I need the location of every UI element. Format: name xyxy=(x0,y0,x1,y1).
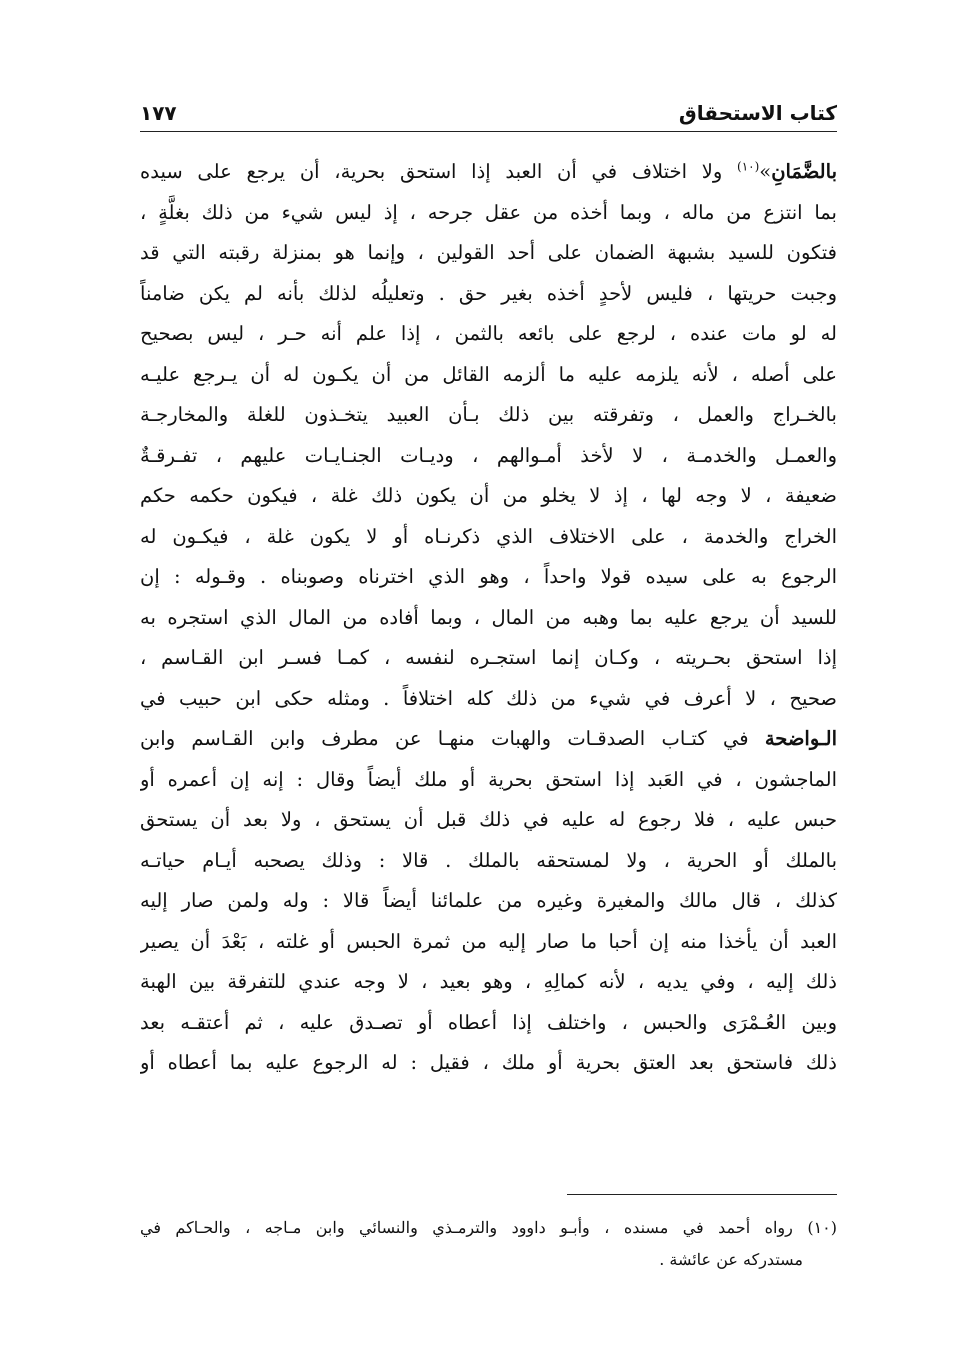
footnote-text: رواه أحمد في مسنده ، وأبـو داوود والترمـذي والنسائي وابن مـاجه ، والحـاكم في xyxy=(140,1218,808,1237)
bold-term-bil-daman: بالضَّمَانِ xyxy=(771,160,837,183)
footnote-separator xyxy=(567,1194,837,1195)
text-line: للسيد أن يرجع عليه بما وهبه من المال ، وبما أفاده من المال الذي استجره به xyxy=(140,605,837,629)
text-line: والعمـل والخدمـة ، لا لأخذ أمـوالهم ، وديـات الجنـايـات عليهم ، تفـرقـةٌ xyxy=(140,443,837,467)
footnote-line-2: مستدركه عن عائشة . xyxy=(659,1250,803,1269)
text-line: الخراج والخدمة ، على الاختلاف الذي ذكرنـاه أو لا يكون غلة ، فيكـون له xyxy=(140,524,837,548)
text-line: الرجوع به على سيده قولا واحداً ، وهو الذي اخترناه وصوبناه . وقـوله : إن xyxy=(140,565,837,588)
page-header xyxy=(140,92,837,132)
text-line: بما انتزع من ماله ، وبما أخذه من عقل جرحه ، إذ ليس شيء من ذلك بغلَّةٍ ، xyxy=(140,200,837,224)
text-line: العبد أن يأخذا منه إن أحبا ما صار إليه من ثمرة الحبس أو غلته ، بَعْدَ أن يصير xyxy=(140,929,837,953)
text-line: وجبت حريتها ، فليس لأحدٍ أخذه بغير حق . وتعليلُه لذلك بأنه لم يكن ضامناً xyxy=(140,281,837,305)
bold-term-al-wadiha: الـواضحة xyxy=(764,727,837,750)
body-text xyxy=(140,152,837,1084)
page-number: ١٧٧ xyxy=(140,101,177,125)
text-line-wadiha-rest: في كتـاب الصدقـات والهبات منهـا عن مطرف وابن القـاسم وابن xyxy=(140,727,765,750)
running-title: كتاب الاستحقاق xyxy=(678,101,837,125)
text-line: ذلك إليه ، وفي يديه ، لأنه كمالِهِ ، وهو بعيد ، لا وجه عندي للتفرقة بين الهبة xyxy=(140,970,837,993)
footnotes xyxy=(140,1212,837,1276)
text-line-1-rest: ولا اختلاف في أن العبد إذا استحق بحرية، أن يرجع على سيده xyxy=(140,160,738,183)
text-line: ذلك فاستحق بعد العتق بحرية أو ملك ، فقيل : له الرجوع عليه بما أعطاه أو xyxy=(140,1051,837,1074)
text-line: وبين العُـمْرَى والحبس ، واختلف إذا أعطاه أو تصـدق عليه ، ثم أعتقـه بعد xyxy=(140,1010,837,1034)
text-line: حبس عليه ، فلا رجوع له عليه في ذلك قبل أن يستحق ، ولا بعد أن يستحق xyxy=(140,808,837,831)
text-line: له لو مات عنده ، لرجع على بائعه بالثمن ، إذا علم أنه حـر ، ليس بصحيح xyxy=(140,322,837,345)
text-line: كذلك ، قال مالك والمغيرة وغيره من علمائنا أيضاً قالا : وله ولمن صار إليه xyxy=(140,889,837,912)
quote-mark: » xyxy=(759,160,772,183)
text-line: بالملك أو الحرية ، ولا لمستحقه بالملك . قالا : وذلك يصحبه أيـام حياتـه xyxy=(140,848,837,872)
text-line: إذا استحق بحـريته ، وكـان إنما استجـره لنفسه ، كمـا فسـر ابن القـاسم ، xyxy=(140,646,837,669)
footnote-reference: (١٠) xyxy=(737,159,760,174)
text-line: صحيح ، لا أعرف في شيء من ذلك كله اختلافاً . ومثله حكى ابن حبيب في xyxy=(140,686,837,710)
text-line-1 xyxy=(140,152,837,193)
text-line-wadiha xyxy=(140,719,837,760)
footnote-marker: (١٠) xyxy=(807,1218,837,1237)
text-line: فتكون للسيد بشبهة الضمان على أحد القولين ، وإنما هو بمنزلة رقبته التي قد xyxy=(140,241,837,264)
text-line: الماجشون ، في العَبد إذا استحق بحرية أو ملك أيضاً وقال : إنه إن أعمره أو xyxy=(140,767,837,791)
text-line: على أصله ، لأنه يلزمه عليه ما ألزمه القائل من أن يكـون له أن يـرجع عليـه xyxy=(140,362,837,386)
footnote-line-1 xyxy=(140,1212,837,1244)
text-line: ضعيفة ، لا وجه لها ، إذ لا يخلو من أن يكون ذلك غلة ، فيكون حكمه حكم xyxy=(140,484,837,507)
text-line: بالخـراج والعمل ، وتفرقته بين ذلك بـأن العبيد يتخـذون للغلة والمخارجـة xyxy=(140,403,837,426)
